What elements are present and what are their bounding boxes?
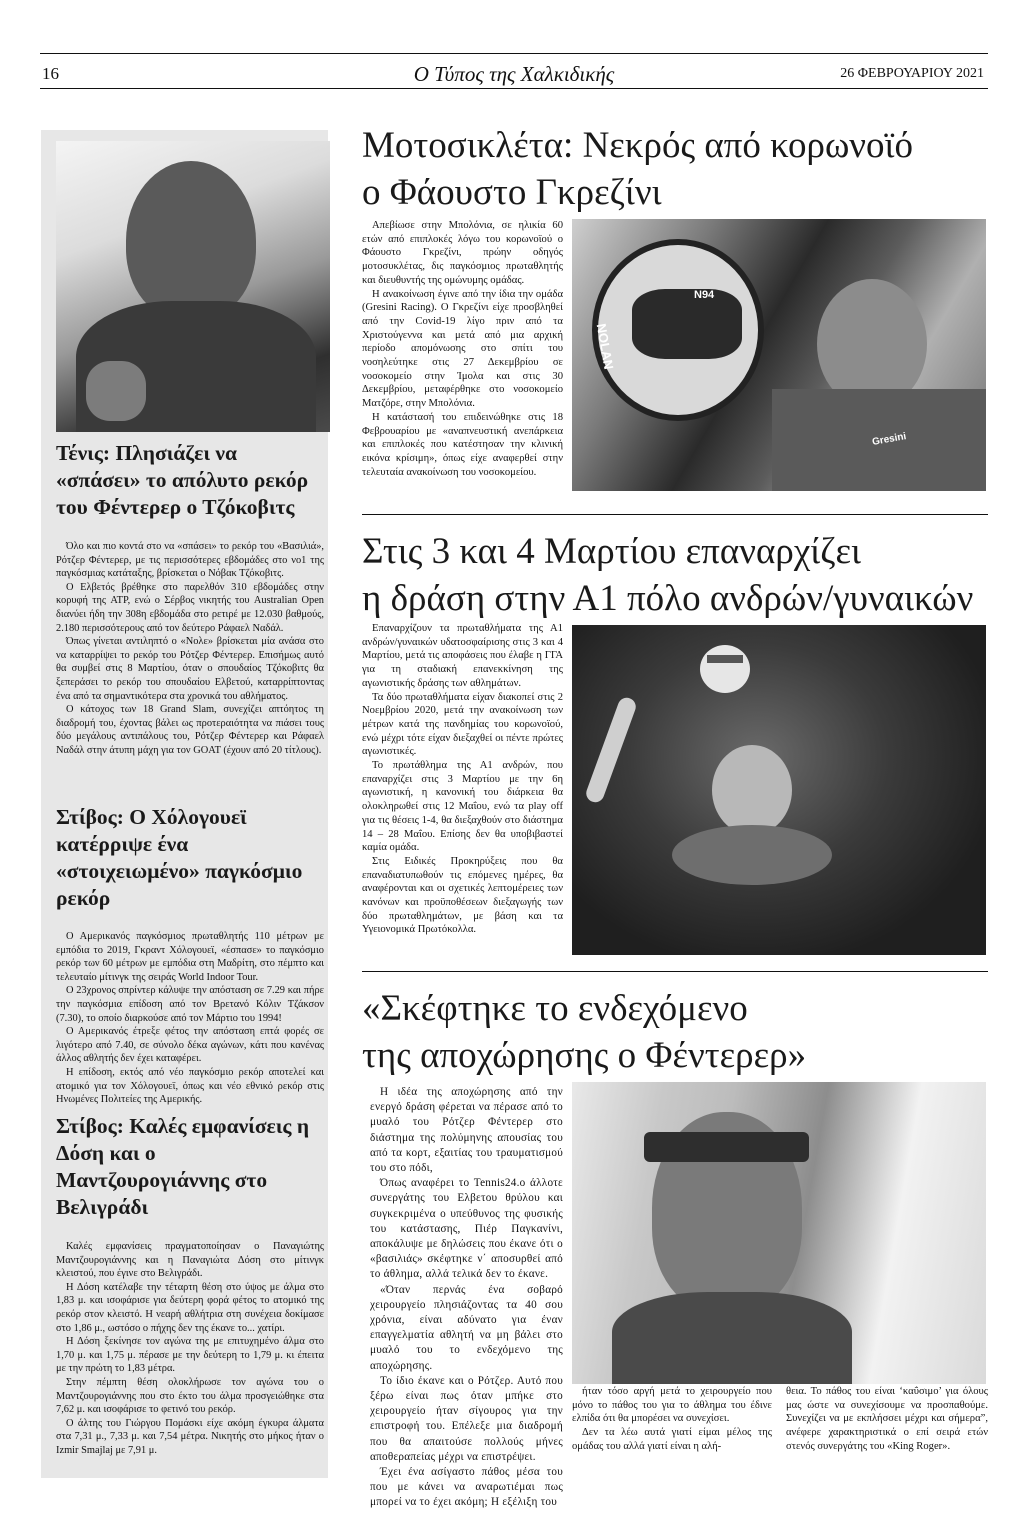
photo-helmet-number: N94 [694, 289, 715, 301]
paragraph: Καλές εμφανίσεις πραγματοποίησαν ο Παναγιώτης Μαντζουρογιάννης και η Παναγιώτα Δόση στο μίτινγκ κλειστού, που έγινε στο Βελιγράδι. [56, 1241, 324, 1280]
paragraph: Όπως γίνεται αντιληπτό ο «Νολε» βρίσκεται μία ανάσα στο να καταρρίψει το ρεκόρ του Ρότζερ Φέντερερ. Επισήμως αυτό θα συμβεί στις 8 Μαρτίου, όταν ο σπουδαίος Τζόκοβιτς θα ξεπεράσει το ρεκόρ του σπουδαίου Ελβετού, καταρρίπτοντας ένα από τα σημαντικότερα στα χρονικά του αθλήματος. [56, 636, 324, 702]
paragraph: Έχει ένα ασίγαστο πάθος μέσα του που με κάνει να αναρωτιέμαι πως μπορεί να το έχει ακόμη; Η εξέλιξη του [370, 1466, 563, 1509]
paragraph: Επαναρχίζουν τα πρωταθλήματα της Α1 ανδρών/γυναικών υδατοσφαίρισης στις 3 και 4 Μαρτίου, μετά τις αποφάσεις που έλαβε η ΓΓΑ για τη σταδιακή επανεκκίνηση της αγωνιστικής δράσης των αθλημάτων. [362, 623, 563, 689]
paragraph: Όλο και πιο κοντά στο να «σπάσει» το ρεκόρ του «Βασιλιά», Ρότζερ Φέντερερ, με τις περισσότερες εβδομάδες στο νο1 της παγκόσμιας κατάταξης, βρίσκεται ο Νόβακ Τζόκοβιτς. [56, 541, 324, 580]
paragraph: Ο 23χρονος σπρίντερ κάλυψε την απόσταση σε 7.29 και πήρε την παγκόσμια επίδοση από τον Βρετανό Κόλιν Τζάκσον (7.30), το οποίο διαρκούσε από τον Μάρτιο του 1994! [56, 985, 324, 1024]
paragraph: Στις Ειδικές Προκηρύξεις που θα επαναδιατυπωθούν τις επόμενες ημέρες, θα αναφέρονται και οι σχετικές λεπτομέρειες των κανόνων και προϋποθέσεων διεξαγωγής των δύο πρωταθλημάτων, με βάση και τα Υγειονομικά Πρωτόκολλα. [362, 855, 563, 936]
moto-headline [362, 122, 992, 216]
header-top-rule [40, 53, 988, 54]
issue-date: 26 ΦΕΒΡΟΥΑΡΙΟΥ 2021 [840, 66, 984, 81]
paragraph: Η κατάστασή του επιδεινώθηκε στις 18 Φεβρουαρίου με «αναπνευστική ανεπάρκεια και επιπλοκές που κατέστησαν την κλινική εικόνα κρίσιμη», όπως είχε αναφερθεί στην τελευταία ανακοίνωση του νοσοκομείου. [362, 411, 563, 478]
belgrade-article-body [56, 1240, 324, 1458]
federer-article-col1 [370, 1085, 563, 1511]
paragraph: Στην πέμπτη θέση ολοκλήρωσε τον αγώνα του ο Μαντζουρογιάννης που στο έκτο του άλμα προσγειώθηκε στα 7,62 μ. και ισοφάρισε το φετινό του ρεκόρ. [56, 1376, 324, 1416]
paragraph: Τα δύο πρωταθλήματα είχαν διακοπεί στις 2 Νοεμβρίου 2020, μετά την ανακοίνωση των μέτρων κατά της πανδημίας του κορωνοϊού, ενώ μέχρι τότε είχαν διεξαχθεί οι πέντε πρώτες αγωνιστικές. [362, 691, 563, 758]
photo-team-logo: Gresini [871, 431, 908, 448]
paragraph: Η ιδέα της αποχώρησης από την ενεργό δράση φέρεται να πέρασε από το μυαλό του Ρότζερ Φέντερερ στο διάστημα της πολύμηνης απουσίας του από τα κορτ, εξαιτίας του τραυματισμού του στο πόδι, [370, 1086, 563, 1175]
water-polo-photo [572, 625, 986, 955]
paragraph: Όπως αναφέρει το Tennis24.o άλλοτε συνεργάτης του Ελβετου θρύλου και συγκεκριμένα ο υπεύθυνος της φυσικής του κατάστασης, Πιέρ Παγκανίνι, αποκάλυψε με δηλώσεις που έκανε ότι ο «βασιλιάς» σκέφτηκε ν΄ αποσυρθεί από το άθλημα, αλλά τελικά δεν το έκανε. [370, 1177, 563, 1281]
polo-headline-line2: η δράση στην Α1 πόλο ανδρών/γυναικών [362, 578, 974, 619]
federer-photo [572, 1082, 986, 1384]
paragraph: «Όταν περνάς ένα σοβαρό χειρουργείο πλησιάζοντας τα 40 σου χρόνια, είναι αδύνατο για έναν επαγγελματία αθλητή να μη βάλει στο μυαλό του το ενδεχόμενο της αποχώρησης. [370, 1283, 563, 1372]
page-number: 16 [42, 64, 59, 83]
federer-article-col3 [786, 1385, 988, 1454]
polo-headline [362, 528, 992, 622]
article-divider [362, 971, 988, 972]
federer-headline-line1: «Σκέφτηκε το ενδεχόμενο [362, 988, 748, 1029]
paragraph: Ο Αμερικανός παγκόσμιος πρωταθλητής 110 μέτρων με εμπόδια το 2019, Γκραντ Χόλογουεϊ, «έσπασε» το παγκόσμιο ρεκόρ των 60 μέτρων με εμπόδια στη Μαδρίτη, στο πέμπτο και τελευταίο μίτινγκ της σειράς World Indoor Tour. [56, 931, 324, 983]
paragraph: Το ίδιο έκανε και ο Ρότζερ. Αυτό που ξέρω είναι πως όταν μπήκε στο χειρουργείο ήταν σίγουρος για την επιστροφή του. Επέλεξε μια διαδρομή που θα απαιτούσε πολλούς μήνες αποθεραπείας μέχρι να επιστρέψει. [370, 1374, 563, 1463]
paragraph: Ο άλτης του Γιώργου Πομάσκι είχε ακόμη έγκυρα άλματα στα 7,31 μ., 7,33 μ. και 7,54 μέτρα. Νικητής στο μήκος ήταν ο Izmir Smajlaj με 7,91 μ. [56, 1417, 324, 1456]
federer-headline-line2: της αποχώρησης ο Φέντερερ» [362, 1035, 807, 1076]
paragraph: θεια. Το πάθος του είναι ‘καΰσιμο’ για όλους μας ώστε να συνεχίσουμε να προσπαθούμε. Συνεχίζει να με εκπλήσσει μέχρι και σήμερα”, ανέφερε χαρακτηριστικά ο επί σειρά ετών στενός συνεργάτης του «King Roger». [786, 1386, 988, 1452]
polo-article-body [362, 622, 563, 937]
paragraph: ήταν τόσο αργή μετά το χειρουργείο που μόνο το πάθος του για το άθλημα του έδινε ελπίδα ότι θα μπορέσει να συνεχίσει. [572, 1386, 772, 1425]
newspaper-title: Ο Τύπος της Χαλκιδικής [413, 62, 615, 86]
paragraph: Η Δόση ξεκίνησε τον αγώνα της με επιτυχημένο άλμα στο 1,70 μ. και 1,75 μ. πέρασε με την δεύτερη το 1,79 μ. κι έπειτα με την πρώτη το 1,83 μέτρα. [56, 1336, 324, 1375]
paragraph: Η επίδοση, εκτός από νέο παγκόσμιο ρεκόρ αποτελεί και ατομικό για τον Χόλογουεϊ, όπως και νέο εθνικό ρεκόρ στις Ηνωμένες Πολιτείες της Αμερικής. [56, 1066, 324, 1106]
moto-article-body [362, 219, 563, 479]
federer-article-col2 [572, 1385, 772, 1454]
holloway-headline: Στίβος: Ο Χόλογουεϊ κατέρριψε ένα «στοιχειωμένο» παγκόσμιο ρεκόρ [56, 805, 303, 910]
tennis-article-body [56, 540, 324, 758]
photo-helmet-brand: NOLAN [593, 322, 617, 371]
holloway-article-body [56, 930, 324, 1107]
belgrade-headline: Στίβος: Καλές εμφανίσεις η Δόση και ο Μαντζουρογιάννης στο Βελιγράδι [56, 1114, 310, 1219]
paragraph: Δεν τα λέω αυτά γιατί είμαι μέλος της ομάδας του αλλά γιατί είναι η αλή- [572, 1427, 772, 1452]
polo-headline-line1: Στις 3 και 4 Μαρτίου επαναρχίζει [362, 531, 862, 572]
djokovic-photo [56, 141, 330, 432]
paragraph: Η Δόση κατέλαβε την τέταρτη θέση στο ύψος με άλμα στο 1,83 μ. και ισοφάρισε για δεύτερη φορά φέτος το ατομικό της ρεκόρ στον κλειστό. Η νεαρή αθλήτρια στη συνέχεια δοκίμασε στο 1,86 μ., ωστόσο ο πήχης δεν της έκανε το... χατίρι. [56, 1281, 324, 1334]
header-bottom-rule [40, 88, 988, 89]
federer-headline [362, 985, 992, 1079]
paragraph: Η ανακοίνωση έγινε από την ίδια την ομάδα (Gresini Racing). Ο Γκρεζίνι είχε προσβληθεί από την Covid-19 λίγο πριν από τα Χριστούγεννα και μετά από μια αρχική περίοδο απομόνωσης στο σπίτι του νοσηλεύτηκε στις 27 Δεκεμβρίου σε νοσοκομείο στην Ίμολα και στις 30 Δεκεμβρίου, μεταφέρθηκε στο νοσοκομείο Ματζόρε, στην Μπολόνια. [362, 288, 563, 410]
moto-headline-line2: ο Φάουστο Γκρεζίνι [362, 172, 662, 213]
paragraph: Το πρωτάθλημα της Α1 ανδρών, που επαναρχίζει στις 3 Μαρτίου με την 6η αγωνιστική, η κανονική του διάρκεια θα ολοκληρωθεί στις 12 Μαΐου, ενώ τα play off για τις θέσεις 1-4, θα διεξαχθούν στο διάστημα 14 – 28 Μαΐου. Επίσης δεν θα υποβιβαστεί καμία ομάδα. [362, 760, 563, 854]
tennis-headline: Τένις: Πλησιάζει να «σπάσει» το απόλυτο ρεκόρ του Φέντερερ ο Τζόκοβιτς [56, 441, 309, 519]
paragraph: Ο Αμερικανός έτρεξε φέτος την απόσταση επτά φορές σε λιγότερο από 7.40, σε σύνολο δέκα αγώνων, κάτι που κανένας άλλος αθλητής δεν έχει καταφέρει. [56, 1026, 324, 1065]
gresini-photo [572, 219, 986, 491]
article-divider [362, 514, 988, 515]
paragraph: Ο Ελβετός βρέθηκε στο παρελθόν 310 εβδομάδες στην κορυφή της ATP, ενώ ο Σέρβος νικητής του Australian Open διανύει ήδη την 308η εβδομάδα στο ρετιρέ με 12.030 βαθμούς, 2.180 περισσότερους από τον δεύτερο Ράφαελ Ναδάλ. [56, 581, 324, 634]
moto-headline-line1: Μοτοσικλέτα: Νεκρός από κορωνοϊό [362, 125, 913, 166]
paragraph: Απεβίωσε στην Μπολόνια, σε ηλικία 60 ετών από επιπλοκές λόγω του κορωνοϊού ο Φάουστο Γκρεζίνι, πρώην οδηγός μοτοσυκλέτας, δις παγκόσμιος πρωταθλητής και διευθυντής της ομώνυμης ομάδας. [362, 220, 563, 286]
paragraph: Ο κάτοχος των 18 Grand Slam, συνεχίζει απτόητος τη διαδρομή του, έχοντας βάλει ως προτεραιότητα να πιάσει τους δύο μεγάλους αντιπάλους του, Ρότζερ Φέντερερ και Ράφαελ Ναδάλ στην άτυπη μάχη για τον GOAT (έχουν από 20 τίτλους). [56, 704, 324, 756]
